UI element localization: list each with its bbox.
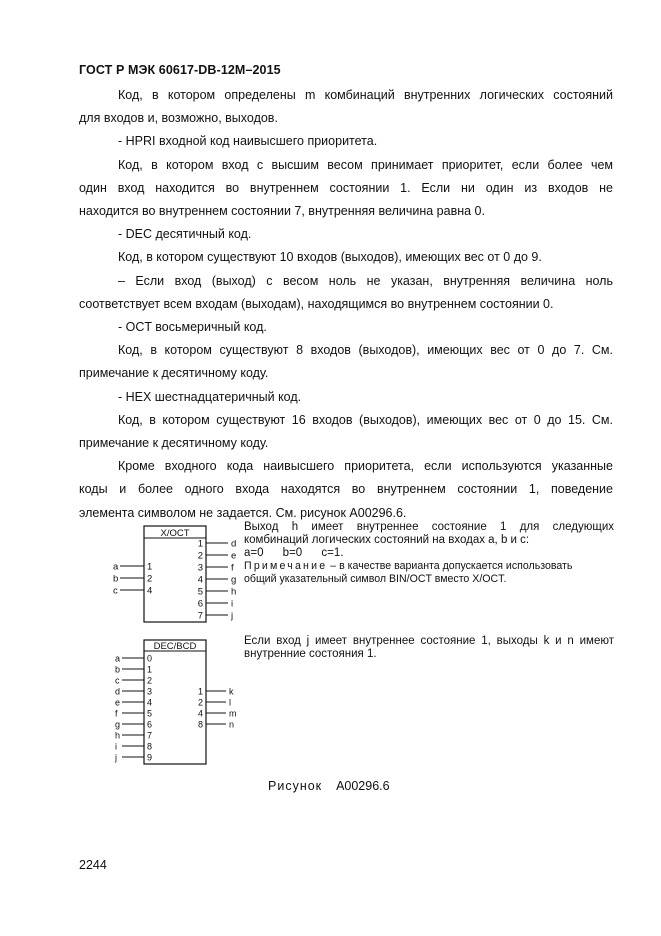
decbcd-input-weight: 1 (147, 664, 153, 675)
xoct-input-name: a (113, 561, 119, 573)
xoct-output-weight: 5 (197, 586, 203, 598)
note-text: – в качестве варианта допускается использовать (327, 560, 573, 572)
decbcd-output-name: n (229, 719, 235, 730)
xoct-output-name: d (231, 538, 237, 550)
decbcd-input-weight: 2 (147, 675, 153, 686)
xoct-output-name: i (231, 598, 234, 610)
paragraph-line: находится во внутреннем состоянии 7, внутренняя величина равна 0. (79, 204, 485, 219)
decbcd-input-name: f (115, 708, 118, 719)
xoct-symbol-label: X/OCT (160, 528, 190, 539)
decbcd-output-name: k (229, 686, 234, 697)
decbcd-output-weight: 1 (197, 686, 203, 697)
xoct-output-weight: 3 (197, 562, 203, 574)
figure2-text-line: внутренние состояния 1. (244, 648, 377, 660)
decbcd-symbol-box (144, 640, 206, 764)
decbcd-symbol-label: DEC/BCD (153, 641, 197, 652)
xoct-output-weight: 1 (197, 538, 203, 550)
decbcd-input-name: i (115, 741, 117, 752)
figure1-description (244, 521, 614, 586)
decbcd-input-weight: 4 (147, 697, 153, 708)
xoct-input-weight: 4 (147, 585, 153, 597)
decbcd-output-name: l (229, 697, 231, 708)
xoct-input-name: c (113, 585, 118, 597)
xoct-output-name: g (231, 574, 237, 586)
document-header: ГОСТ Р МЭК 60617-DB-12M–2015 (79, 63, 281, 77)
paragraph-line: один вход находится во внутреннем состоянии 1. Если ни один из входов не (79, 180, 613, 195)
paragraph-line: Кроме входного кода наивысшего приоритета, если используются указанные (118, 459, 613, 474)
paragraph-line: элемента символом не задается. См. рисунок А00296.6. (79, 505, 407, 520)
paragraph-line: Код, в котором вход с высшим весом принимает приоритет, если более чем (118, 157, 613, 172)
decbcd-output-name: m (229, 708, 237, 719)
decbcd-input-name: a (115, 653, 121, 664)
decbcd-input-name: b (115, 664, 121, 675)
decbcd-input-weight: 3 (147, 686, 153, 697)
paragraph-line: примечание к десятичному коду. (79, 436, 269, 451)
decbcd-input-weight: 8 (147, 741, 153, 752)
paragraph-line: - DEC десятичный код. (118, 227, 252, 242)
xoct-output-name: h (231, 586, 237, 598)
figure2-text-line: Если вход j имеет внутреннее состояние 1, выходы k и n имеют (244, 635, 614, 647)
caption-label: Рисунок (268, 779, 323, 793)
decbcd-input-name: g (115, 719, 121, 730)
decbcd-output-weight: 4 (197, 708, 203, 719)
xoct-symbol-diagram (100, 524, 245, 624)
decbcd-output-weight: 8 (197, 719, 203, 730)
xoct-input-weight: 1 (147, 561, 153, 573)
paragraph-line: коды и более одного входа находятся во внутреннем состоянии 1, поведение (79, 482, 613, 497)
figure-caption (268, 779, 390, 793)
paragraph-line: - OCT восьмеричный код. (118, 320, 267, 335)
xoct-input-weight: 2 (147, 573, 153, 585)
figure1-text-line: Выход h имеет внутреннее состояние 1 для следующих (244, 521, 614, 533)
paragraph-line: примечание к десятичному коду. (79, 366, 269, 381)
xoct-input-name: b (113, 573, 119, 585)
decbcd-input-name: e (115, 697, 121, 708)
decbcd-input-name: h (115, 730, 121, 741)
decbcd-input-name: d (115, 686, 121, 697)
decbcd-input-weight: 5 (147, 708, 153, 719)
xoct-symbol-box (144, 526, 206, 622)
note-label: Примечание (244, 560, 328, 572)
xoct-output-name: f (231, 562, 234, 574)
paragraph-line: для входов и, возможно, выходов. (79, 111, 278, 126)
xoct-output-name: e (231, 550, 237, 562)
caption-number: А00296.6 (336, 779, 390, 793)
figure1-note-line2: общий указательный символ BIN/OCT вместо X/OCT. (244, 573, 507, 585)
paragraph-line: Код, в котором существуют 10 входов (выходов), имеющих вес от 0 до 9. (118, 250, 542, 265)
paragraph-line: соответствует всем входам (выходам), находящимся во внутреннем состоянии 0. (79, 296, 554, 311)
xoct-output-weight: 7 (197, 610, 203, 622)
paragraph-line: Код, в котором существуют 8 входов (выходов), имеющих вес от 0 до 7. См. (118, 343, 613, 358)
figure2-description (244, 635, 614, 661)
decbcd-input-name: c (115, 675, 120, 686)
decbcd-symbol-diagram (108, 638, 248, 768)
decbcd-input-weight: 9 (147, 752, 153, 763)
paragraph-line: – Если вход (выход) с весом ноль не указан, внутренняя величина ноль (118, 273, 613, 288)
paragraph-line: Код, в котором определены m комбинаций внутренних логических состояний (118, 88, 613, 102)
paragraph-line: - HPRI входной код наивысшего приоритета. (118, 134, 378, 149)
decbcd-input-weight: 7 (147, 730, 153, 741)
decbcd-input-weight: 6 (147, 719, 153, 730)
decbcd-input-weight: 0 (147, 653, 153, 664)
body-text (79, 84, 613, 525)
decbcd-input-name: j (115, 752, 117, 763)
figure1-text-line: a=0 b=0 c=1. (244, 547, 344, 559)
xoct-output-weight: 2 (197, 550, 203, 562)
page-number: 2244 (79, 858, 107, 872)
xoct-output-name: j (231, 610, 234, 622)
paragraph-line: - HEX шестнадцатеричный код. (118, 389, 302, 404)
xoct-output-weight: 6 (197, 598, 203, 610)
figure1-text-line: комбинаций логических состояний на входах a, b и c: (244, 534, 530, 546)
decbcd-output-weight: 2 (197, 697, 203, 708)
paragraph-line: Код, в котором существуют 16 входов (выходов), имеющих вес от 0 до 15. См. (118, 412, 613, 427)
figure1-note (244, 560, 614, 573)
xoct-output-weight: 4 (197, 574, 203, 586)
